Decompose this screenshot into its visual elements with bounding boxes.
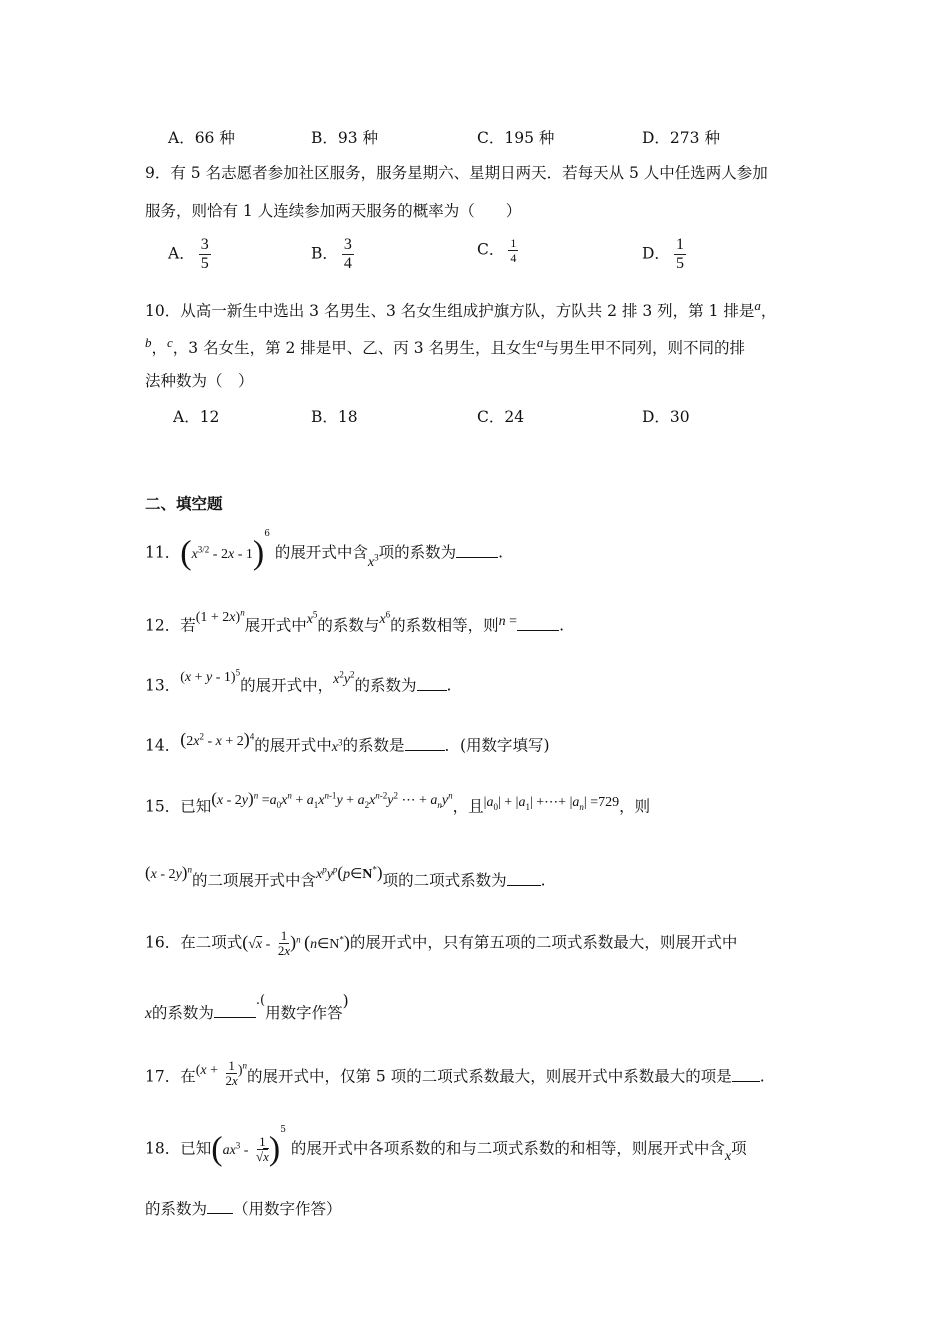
q8-option-d: D．273 种 [642, 129, 720, 147]
q9-line2: 服务，则恰有 1 人连续参加两天服务的概率为（ ） [145, 202, 522, 220]
q10-line1: 10．从高一新生中选出 3 名男生、3 名女生组成护旗方队，方队共 2 排 3 列，第 1 排是$^a$， [145, 298, 777, 321]
q10-line2: $^b$，$^c$，3 名女生，第 2 排是甲、乙、丙 3 名男生，且女生$^a$与男生甲不同列，则不同的排 [145, 335, 746, 358]
q11-line: 11．$(x^{3/2} - 2x - 1)^6$ 的展开式中含$x^3$项的系数为 . [145, 528, 504, 572]
q16-line1: 16．在二项式(√x - $\frac{1}{2x}$ )$^n$ (n∈N*)的展开式中，只有第五项的二项式系数最大，则展开式中 [145, 928, 738, 959]
q9-option-a: A． $\frac{3}{5}$ [168, 236, 209, 272]
q10-line3: 法种数为（ ） [145, 372, 254, 390]
q9-option-d: D． $\frac{1}{5}$ [642, 236, 684, 272]
q10-option-a: A．12 [173, 408, 220, 426]
q16-line2: x的系数为.(用数字作答) [145, 992, 349, 1022]
q13-answer-blank[interactable] [417, 676, 447, 691]
q10-option-d: D．30 [642, 408, 690, 426]
q17-answer-blank[interactable] [732, 1067, 760, 1082]
q11-answer-blank[interactable] [456, 543, 498, 558]
q9-line1: 9．有 5 名志愿者参加社区服务，服务星期六、星期日两天．若每天从 5 人中任选两人参加 [145, 164, 768, 182]
q12-answer-blank[interactable] [517, 616, 559, 631]
q14-answer-blank[interactable] [405, 736, 445, 751]
q15-line1: 15．已知$(x - 2y)^n =a_0x^n + a_1x^{n-1}y + a_2x^{n-2}y^2$ ⋯ + $a_ny^n$，且$|a_0| + |a_1|$ +⋯+ $|a_n| =729$，则 [145, 788, 651, 816]
q14-line: 14．$(2x^2 - x + 2)^4$的展开式中$x^3$的系数是 ．(用数字填写) [145, 728, 550, 755]
q18-line1: 18．已知($ax^3$ - $\frac{1}{√x}$ )$^5$ 的展开式中各项系数的和与二项式系数的和相等，则展开式中含x项 [145, 1124, 747, 1168]
q9-option-b: B． $\frac{3}{4}$ [311, 236, 352, 272]
q9-option-c-fraction: $\frac{1}{4}$ [510, 236, 517, 265]
q8-option-b: B．93 种 [311, 129, 379, 147]
q18-line2: 的系数为 （用数字作答） [145, 1200, 342, 1218]
q18-answer-blank[interactable] [207, 1199, 233, 1214]
q17-line: 17．在(x + $\frac{1}{2x}$ )$^n$的展开式中，仅第 5 项的二项式系数最大，则展开式中系数最大的项是 . [145, 1058, 765, 1089]
q16-answer-blank[interactable] [214, 1003, 256, 1018]
q12-line: 12．若$(1 + 2x)^n$展开式中$x^5$的系数与$x^6$的系数相等，则n = . [145, 607, 565, 635]
section-heading: 二、填空题 [145, 495, 223, 513]
q8-option-c: C．195 种 [477, 129, 555, 147]
q9-option-b-fraction: $\frac{3}{4}$ [343, 236, 352, 272]
q10-option-b: B．18 [311, 408, 358, 426]
q9-option-a-fraction: $\frac{3}{5}$ [200, 236, 209, 272]
q13-line: 13．$(x + y - 1)^5$的展开式中，$x^2y^2$的系数为 . [145, 667, 452, 695]
q10-option-c: C．24 [477, 408, 525, 426]
q8-option-a: A．66 种 [168, 129, 235, 147]
q15-answer-blank[interactable] [507, 871, 541, 886]
q15-line2: (x - 2y)$^n$的二项展开式中含$x^py^p(p\in N^*)$项的二项式系数为 . [145, 862, 546, 890]
q9-option-c: C． $\frac{1}{4}$ [477, 236, 517, 265]
q9-option-d-fraction: $\frac{1}{5}$ [675, 236, 684, 272]
